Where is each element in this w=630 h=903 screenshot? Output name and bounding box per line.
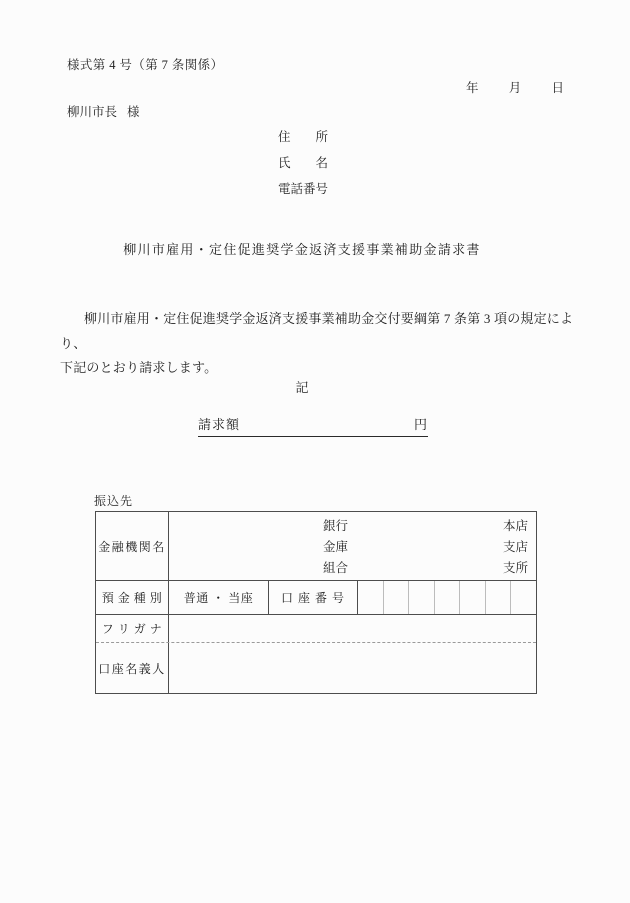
date-day-label: 日 (551, 81, 564, 95)
furigana-label-cell: フ リ ガ ナ (96, 615, 169, 642)
institution-line-shinkin (169, 537, 536, 555)
date-line (466, 78, 564, 96)
furigana-row (96, 614, 536, 642)
account-number-label-cell: 口 座 番 号 (269, 581, 358, 614)
institution-office-main: 本店 (502, 519, 528, 534)
document-title: 柳川市雇用・定住促進奨学金返済支援事業補助金請求書 (123, 242, 481, 257)
account-holder-row (96, 642, 536, 693)
institution-label-cell: 金融機関名 (96, 512, 169, 580)
account-holder-value-cell (169, 643, 536, 693)
institution-row (96, 512, 536, 580)
deposit-type-options-cell: 普通 ・ 当座 (169, 581, 269, 614)
submitter-address-label: 住 所 (278, 130, 329, 144)
date-month-label: 月 (508, 81, 522, 95)
addressee-honorific: 様 (127, 105, 140, 119)
claim-amount-line (198, 414, 428, 437)
account-digit-cell (358, 581, 383, 614)
payee-table (95, 511, 537, 694)
payee-heading: 振込先 (94, 494, 134, 508)
date-year-label: 年 (466, 81, 479, 95)
institution-options-cell (169, 512, 536, 580)
claim-unit-label: 円 (413, 417, 428, 432)
furigana-value-cell (169, 615, 536, 642)
addressee-name: 柳川市長 (67, 105, 118, 119)
institution-type-shinkin: 金庫 (323, 539, 349, 554)
institution-line-kumiai (169, 558, 536, 576)
account-holder-label-cell: 口座名義人 (96, 643, 169, 693)
form-number: 様式第 4 号（第 7 条関係） (67, 58, 224, 72)
submitter-phone-label: 電話番号 (278, 182, 329, 196)
account-digit-cell (459, 581, 485, 614)
institution-line-bank (169, 516, 536, 534)
claim-label: 請求額 (198, 417, 241, 432)
institution-type-bank: 銀行 (323, 519, 349, 534)
body-line-1: 柳川市雇用・定住促進奨学金返済支援事業補助金交付要綱第 7 条第 3 項の規定により、 (60, 311, 574, 351)
account-digit-cell (408, 581, 434, 614)
account-digit-cell (485, 581, 511, 614)
deposit-type-row (96, 580, 536, 614)
submitter-name-label: 氏 名 (278, 156, 329, 170)
institution-office-branch: 支店 (502, 539, 528, 554)
institution-office-suboffice: 支所 (502, 560, 528, 575)
account-number-digit-cells (358, 581, 536, 614)
institution-type-kumiai: 組合 (323, 560, 349, 575)
addressee-line (67, 102, 140, 120)
account-digit-cell (434, 581, 460, 614)
account-digit-cell (383, 581, 409, 614)
record-marker: 記 (295, 380, 309, 395)
submitter-block (278, 124, 328, 202)
deposit-type-label-cell: 預 金 種 別 (96, 581, 169, 614)
account-digit-cell (510, 581, 536, 614)
body-line-2: 下記のとおり請求します。 (60, 360, 218, 375)
body-paragraph (60, 307, 575, 381)
